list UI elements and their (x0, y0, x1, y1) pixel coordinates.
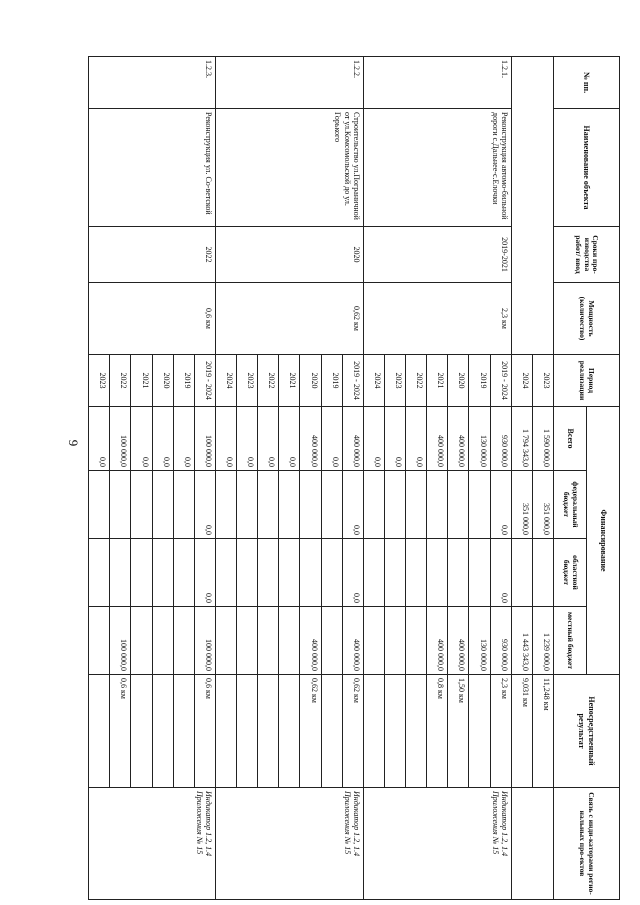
col-federal-header: федеральный бюджет (554, 471, 587, 539)
cell-federal: 351 000,0 (532, 471, 553, 539)
cell-regional (237, 539, 258, 607)
object-indicator-link: Индикатор 1.2, 1.4 Приложения № 15 (89, 788, 216, 900)
cell-regional (363, 539, 384, 607)
cell-result (258, 675, 279, 788)
cell-regional (321, 539, 342, 607)
cell-result: 0,62 км (342, 675, 363, 788)
cell-federal (131, 471, 152, 539)
cell-local: 100 000,0 (110, 607, 131, 675)
cell-local (131, 607, 152, 675)
cell-regional (532, 539, 553, 607)
cell-total: 0,0 (406, 407, 427, 471)
cell-federal (469, 471, 490, 539)
cell-result: 1,50 км (448, 675, 469, 788)
object-name: Строительство ул.Пограничной от ул.Комсомольской до ул. Горького (216, 109, 364, 227)
cell-local: 400 000,0 (300, 607, 321, 675)
cell-federal (216, 471, 237, 539)
col-regional-header: областной бюджет (554, 539, 587, 607)
cell-result (321, 675, 342, 788)
cell-local (173, 607, 194, 675)
cell-period: 2020 (152, 355, 173, 407)
financing-header: Финансирование (587, 407, 620, 675)
object-capacity: 2,3 км (363, 283, 511, 355)
object-indicator-link: Индикатор 1.2, 1.4 Приложения № 15 (363, 788, 511, 900)
carry-blank-cell (511, 57, 553, 355)
cell-federal (385, 471, 406, 539)
cell-total: 0,0 (279, 407, 300, 471)
cell-result: 0,8 км (427, 675, 448, 788)
cell-total: 0,0 (321, 407, 342, 471)
col-name-header: Наименование объекта (554, 109, 620, 227)
cell-result (237, 675, 258, 788)
cell-period: 2022 (110, 355, 131, 407)
cell-total: 0,0 (363, 407, 384, 471)
carry-row (532, 57, 553, 900)
col-num-header: № пп. (554, 57, 620, 109)
cell-period: 2019 - 2024 (342, 355, 363, 407)
object-capacity: 0,6 км (89, 283, 216, 355)
cell-result (469, 675, 490, 788)
cell-total: 100 000,0 (110, 407, 131, 471)
object-indicator-link: Индикатор 1.2, 1.4 Приложения № 15 (216, 788, 364, 900)
col-period-header: Период реализации (554, 355, 620, 407)
cell-period: 2024 (216, 355, 237, 407)
cell-federal (279, 471, 300, 539)
cell-local (385, 607, 406, 675)
object-number: 1.2.3. (89, 57, 216, 109)
cell-period: 2021 (279, 355, 300, 407)
cell-regional: 0,0 (194, 539, 215, 607)
cell-federal: 0,0 (194, 471, 215, 539)
cell-regional (216, 539, 237, 607)
cell-result (89, 675, 110, 788)
object-number: 1.2.2. (216, 57, 364, 109)
col-capacity-header: Мощность (количество) (554, 283, 620, 355)
cell-period: 2023 (532, 355, 553, 407)
cell-federal (173, 471, 194, 539)
cell-federal (300, 471, 321, 539)
cell-regional (110, 539, 131, 607)
cell-period: 2024 (511, 355, 532, 407)
object-name: Реконструкция автомо-бильной дороги с.Дальнее-с.Елочки (363, 109, 511, 227)
cell-local (406, 607, 427, 675)
cell-total: 400 000,0 (427, 407, 448, 471)
cell-total: 1 794 343,0 (511, 407, 532, 471)
cell-result: 2,3 км (490, 675, 511, 788)
cell-result: 9,031 км (511, 675, 532, 788)
cell-period: 2019 (173, 355, 194, 407)
cell-local: 400 000,0 (448, 607, 469, 675)
cell-federal (321, 471, 342, 539)
cell-total: 1 590 000,0 (532, 407, 553, 471)
cell-local: 130 000,0 (469, 607, 490, 675)
object-capacity: 0,62 км (216, 283, 364, 355)
col-term-header: Сроки про-изводства работ/ ввод (554, 227, 620, 283)
cell-total: 400 000,0 (342, 407, 363, 471)
cell-total: 0,0 (173, 407, 194, 471)
cell-result (152, 675, 173, 788)
cell-local (258, 607, 279, 675)
cell-local: 400 000,0 (427, 607, 448, 675)
cell-local: 1 443 343,0 (511, 607, 532, 675)
cell-regional (152, 539, 173, 607)
cell-federal (89, 471, 110, 539)
cell-total: 0,0 (89, 407, 110, 471)
cell-local (363, 607, 384, 675)
cell-federal (406, 471, 427, 539)
cell-result (279, 675, 300, 788)
cell-federal (110, 471, 131, 539)
investment-table (88, 56, 620, 900)
object-name: Реконструкция ул. Со-ветской (89, 109, 216, 227)
cell-federal: 0,0 (342, 471, 363, 539)
cell-local: 400 000,0 (342, 607, 363, 675)
cell-federal (237, 471, 258, 539)
cell-total: 100 000,0 (194, 407, 215, 471)
col-link-header: Связь с инди-каторами регио-нальных про-ектов (554, 788, 620, 900)
cell-local (321, 607, 342, 675)
cell-result (216, 675, 237, 788)
cell-result: 0,62 км (300, 675, 321, 788)
object-number: 1.2.1. (363, 57, 511, 109)
cell-period: 2022 (258, 355, 279, 407)
cell-local (279, 607, 300, 675)
cell-regional (89, 539, 110, 607)
cell-result (363, 675, 384, 788)
cell-regional: 0,0 (342, 539, 363, 607)
cell-period: 2019 (321, 355, 342, 407)
cell-result: 11,248 км (532, 675, 553, 788)
cell-period: 2023 (237, 355, 258, 407)
cell-federal: 0,0 (490, 471, 511, 539)
cell-total: 400 000,0 (448, 407, 469, 471)
cell-regional: 0,0 (490, 539, 511, 607)
cell-regional (427, 539, 448, 607)
cell-federal (152, 471, 173, 539)
cell-period: 2019 - 2024 (490, 355, 511, 407)
cell-result: 0,6 км (110, 675, 131, 788)
cell-federal: 351 000,0 (511, 471, 532, 539)
cell-regional (279, 539, 300, 607)
cell-regional (469, 539, 490, 607)
cell-total: 0,0 (385, 407, 406, 471)
cell-regional (300, 539, 321, 607)
object-term: 2020 (216, 227, 364, 283)
carry-link-cell (511, 788, 553, 900)
cell-period: 2024 (363, 355, 384, 407)
cell-federal (363, 471, 384, 539)
col-total-header: Всего (554, 407, 587, 471)
cell-total: 0,0 (258, 407, 279, 471)
cell-local: 930 000,0 (490, 607, 511, 675)
cell-regional (385, 539, 406, 607)
cell-total: 0,0 (216, 407, 237, 471)
col-result-header: Непосредственный результат (554, 675, 620, 788)
cell-regional (258, 539, 279, 607)
cell-result (131, 675, 152, 788)
cell-regional (173, 539, 194, 607)
cell-result (406, 675, 427, 788)
cell-federal (258, 471, 279, 539)
cell-period: 2023 (89, 355, 110, 407)
table-row (342, 57, 363, 900)
cell-period: 2020 (448, 355, 469, 407)
cell-period: 2020 (300, 355, 321, 407)
cell-period: 2021 (131, 355, 152, 407)
cell-local (89, 607, 110, 675)
cell-local (237, 607, 258, 675)
cell-result (173, 675, 194, 788)
cell-period: 2019 - 2024 (194, 355, 215, 407)
cell-period: 2023 (385, 355, 406, 407)
cell-total: 0,0 (131, 407, 152, 471)
cell-regional (448, 539, 469, 607)
cell-total: 0,0 (152, 407, 173, 471)
object-term: 2022 (89, 227, 216, 283)
cell-period: 2019 (469, 355, 490, 407)
page-number: 9 (66, 439, 81, 447)
table-row (194, 57, 215, 900)
cell-local (216, 607, 237, 675)
cell-period: 2021 (427, 355, 448, 407)
cell-result (385, 675, 406, 788)
cell-local: 1 239 000,0 (532, 607, 553, 675)
cell-period: 2022 (406, 355, 427, 407)
cell-federal (448, 471, 469, 539)
cell-local (152, 607, 173, 675)
cell-regional (511, 539, 532, 607)
table-row (490, 57, 511, 900)
cell-total: 930 000,0 (490, 407, 511, 471)
cell-result: 0,6 км (194, 675, 215, 788)
cell-local: 100 000,0 (194, 607, 215, 675)
cell-total: 0,0 (237, 407, 258, 471)
rotated-table-wrapper (88, 56, 620, 899)
cell-regional (131, 539, 152, 607)
cell-federal (427, 471, 448, 539)
cell-regional (406, 539, 427, 607)
col-local-header: местный бюджет (554, 607, 587, 675)
object-term: 2019-2021 (363, 227, 511, 283)
cell-total: 400 000,0 (300, 407, 321, 471)
cell-total: 130 000,0 (469, 407, 490, 471)
